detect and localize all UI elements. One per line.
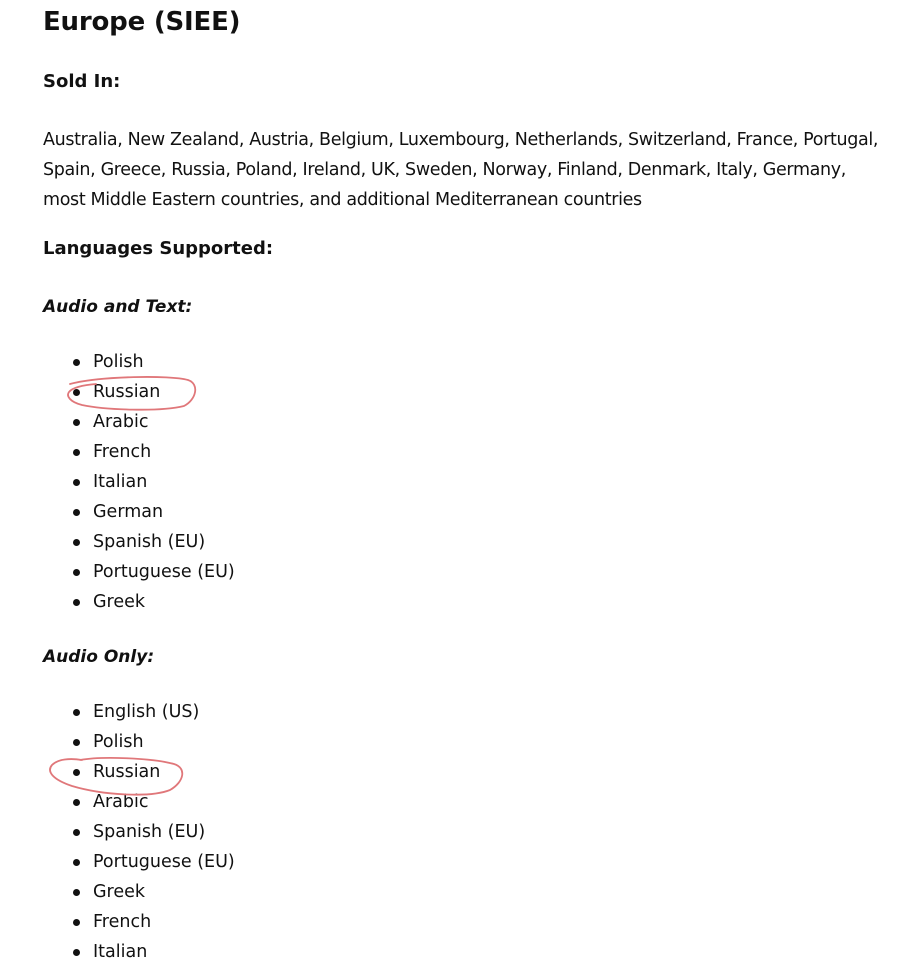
list-item xyxy=(43,907,235,937)
audio-and-text-heading: Audio and Text: xyxy=(43,297,193,317)
language-label: Arabic xyxy=(93,792,149,812)
list-item xyxy=(43,377,235,407)
language-label: Portuguese (EU) xyxy=(93,852,235,872)
list-item xyxy=(43,347,235,377)
language-label: Polish xyxy=(93,732,144,752)
bullet-icon xyxy=(73,389,80,396)
language-label: French xyxy=(93,442,152,462)
bullet-icon xyxy=(73,599,80,606)
audio-only-heading: Audio Only: xyxy=(43,647,155,667)
list-item xyxy=(43,467,235,497)
bullet-icon xyxy=(73,739,80,746)
list-item xyxy=(43,727,235,757)
list-item xyxy=(43,817,235,847)
bullet-icon xyxy=(73,479,80,486)
language-label: German xyxy=(93,502,164,522)
bullet-icon xyxy=(73,799,80,806)
language-label: Portuguese (EU) xyxy=(93,562,235,582)
language-label: Greek xyxy=(93,592,146,612)
list-item xyxy=(43,787,235,817)
bullet-icon xyxy=(73,859,80,866)
bullet-icon xyxy=(73,509,80,516)
language-label: Greek xyxy=(93,882,146,902)
list-item xyxy=(43,557,235,587)
bullet-icon xyxy=(73,949,80,956)
bullet-icon xyxy=(73,769,80,776)
list-item xyxy=(43,847,235,877)
languages-heading: Languages Supported: xyxy=(43,238,274,259)
list-item xyxy=(43,757,235,787)
list-item xyxy=(43,407,235,437)
list-item xyxy=(43,497,235,527)
language-label: Russian xyxy=(93,382,161,402)
bullet-icon xyxy=(73,919,80,926)
list-item xyxy=(43,697,235,727)
sold-in-countries: Australia, New Zealand, Austria, Belgium, Luxembourg, Netherlands, Switzerland, France, Portugal, Spain, Greece, Russia, Poland, Ireland, UK, Sweden, Norway, Finland, Denmark, Italy, Germany, most Middle Eastern countries, and additional Mediterranean countries xyxy=(43,130,879,210)
bullet-icon xyxy=(73,569,80,576)
sold-in-heading: Sold In: xyxy=(43,71,121,92)
language-label: Spanish (EU) xyxy=(93,532,206,552)
audio-only-list xyxy=(43,697,235,967)
bullet-icon xyxy=(73,359,80,366)
language-label: French xyxy=(93,912,152,932)
language-label: Polish xyxy=(93,352,144,372)
bullet-icon xyxy=(73,829,80,836)
language-label: Italian xyxy=(93,942,148,962)
bullet-icon xyxy=(73,449,80,456)
bullet-icon xyxy=(73,539,80,546)
language-label: Arabic xyxy=(93,412,149,432)
bullet-icon xyxy=(73,889,80,896)
bullet-icon xyxy=(73,419,80,426)
language-label: Russian xyxy=(93,762,161,782)
language-label: Italian xyxy=(93,472,148,492)
list-item xyxy=(43,587,235,617)
language-label: Spanish (EU) xyxy=(93,822,206,842)
language-label: English (US) xyxy=(93,702,200,722)
list-item xyxy=(43,877,235,907)
bullet-icon xyxy=(73,709,80,716)
list-item xyxy=(43,937,235,967)
page-title: Europe (SIEE) xyxy=(43,7,241,37)
list-item xyxy=(43,527,235,557)
list-item xyxy=(43,437,235,467)
audio-and-text-list xyxy=(43,347,235,617)
